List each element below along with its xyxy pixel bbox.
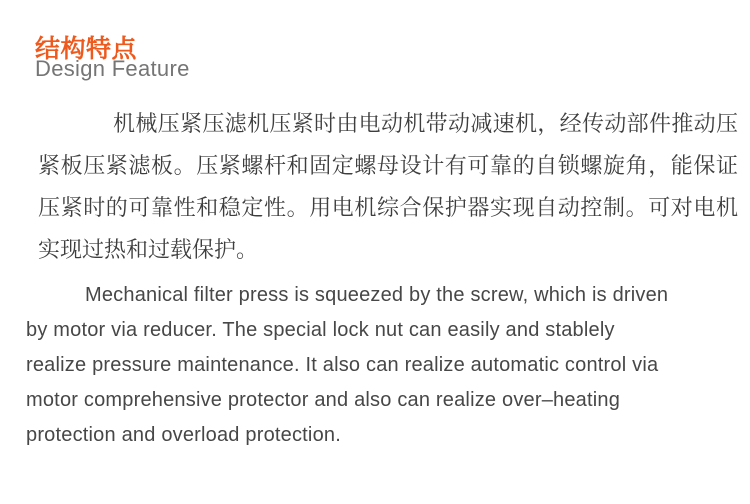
paragraph-zh-line: 机械压紧压滤机压紧时由电动机带动减速机，经传动部件推动压: [113, 111, 738, 136]
paragraph-en-line: Mechanical filter press is squeezed by the screw, which is driven: [85, 284, 669, 306]
paragraph-en: [26, 278, 736, 453]
paragraph-zh-line: 压紧时的可靠性和稳定性。用电机综合保护器实现自动控制。可对电机: [38, 195, 738, 220]
paragraph-en-line: by motor via reducer. The special lock nut can easily and stablely: [26, 319, 615, 341]
section-title-zh: 结构特点: [35, 35, 138, 63]
paragraph-en-line: protection and overload protection.: [26, 424, 341, 446]
section-subtitle-en: Design Feature: [35, 56, 190, 81]
paragraph-zh-line: 紧板压紧滤板。压紧螺杆和固定螺母设计有可靠的自锁螺旋角，能保证: [38, 153, 738, 178]
paragraph-zh-line: 实现过热和过载保护。: [38, 237, 259, 262]
paragraph-zh: [38, 103, 738, 271]
paragraph-en-line: realize pressure maintenance. It also can realize automatic control via: [26, 354, 659, 376]
paragraph-en-line: motor comprehensive protector and also can realize over–heating: [26, 389, 621, 411]
